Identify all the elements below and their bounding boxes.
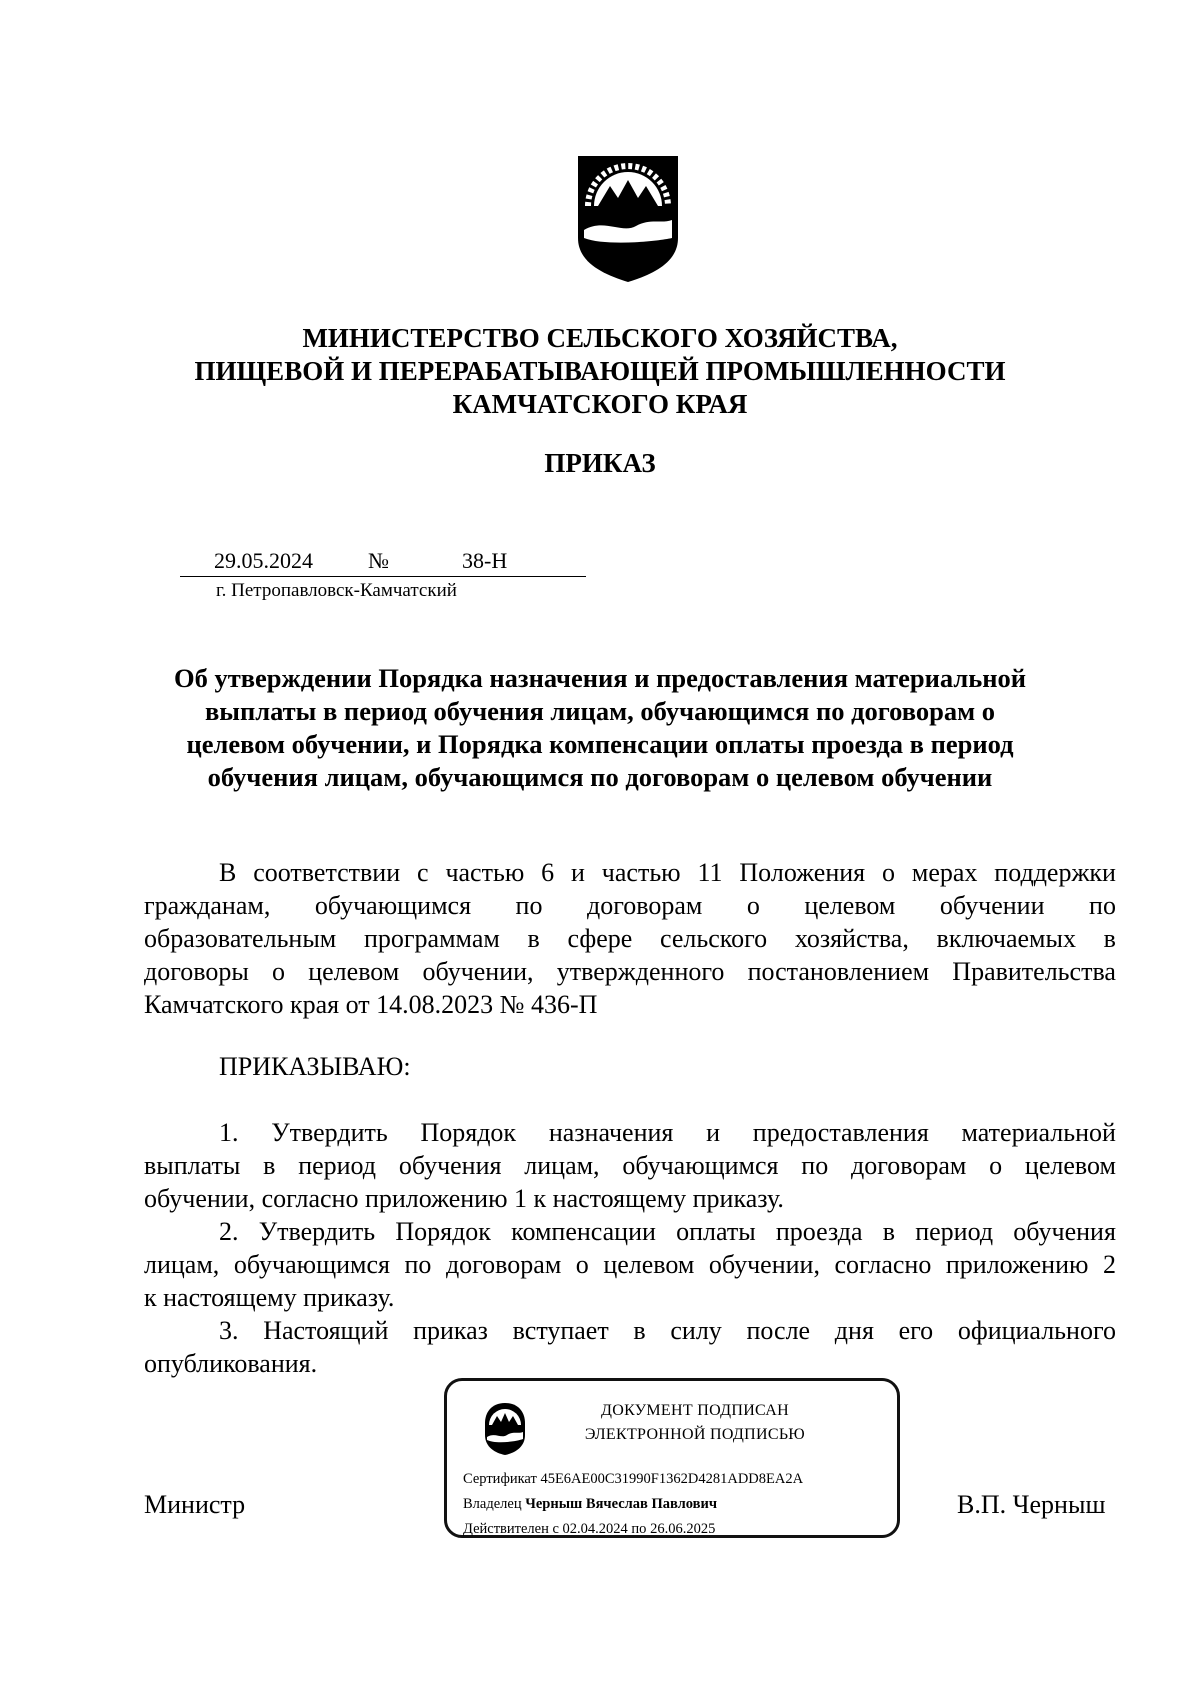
- organization-line: КАМЧАТСКОГО КРАЯ: [452, 389, 748, 419]
- word: целевом: [804, 891, 896, 920]
- word: согласно: [834, 1250, 932, 1279]
- coat-of-arms-icon: [574, 146, 682, 284]
- word: В: [219, 858, 237, 887]
- organization-line: ПИЩЕВОЙ И ПЕРЕРАБАТЫВАЮЩЕЙ ПРОМЫШЛЕННОСТИ: [194, 356, 1006, 386]
- justified-line: [144, 922, 1116, 955]
- word: постановлением: [747, 957, 930, 986]
- word: назначения: [548, 1118, 674, 1147]
- word: включаемых: [936, 924, 1076, 953]
- word: в: [882, 1217, 896, 1246]
- document-city: г. Петропавловск-Камчатский: [216, 580, 457, 601]
- word: по: [1089, 891, 1116, 920]
- stamp-coat-of-arms-icon: [481, 1401, 529, 1457]
- word: Положения: [739, 858, 866, 887]
- word: лицам,: [144, 1250, 220, 1279]
- justified-line: [144, 955, 1116, 988]
- owner-value: Черныш Вячеслав Павлович: [525, 1496, 718, 1512]
- order-items: [144, 1116, 1116, 1380]
- subject-line: обучения лицам, обучающимся по договорам о целевом обучении: [207, 762, 993, 792]
- word: о: [746, 891, 760, 920]
- word: после: [746, 1316, 811, 1345]
- word: обучающимся: [622, 1151, 779, 1180]
- document-date: 29.05.2024: [214, 548, 313, 573]
- word: сфере: [567, 924, 633, 953]
- item-3-line: [144, 1314, 1116, 1347]
- word: договоры: [144, 957, 249, 986]
- word: в: [527, 924, 540, 953]
- word: поддержки: [994, 858, 1116, 887]
- word: Утвердить: [258, 1217, 376, 1246]
- word: с: [417, 858, 429, 887]
- document-number: 38-Н: [462, 548, 508, 573]
- word: официального: [957, 1316, 1116, 1345]
- word: 2.: [219, 1217, 239, 1246]
- preamble-paragraph: [144, 856, 1116, 1021]
- number-sign: №: [368, 548, 389, 573]
- word: и: [571, 858, 585, 887]
- word: обучения: [398, 1151, 502, 1180]
- word: вступает: [512, 1316, 609, 1345]
- stamp-owner: [463, 1496, 717, 1513]
- word: целевом: [308, 957, 400, 986]
- subject-line: выплаты в период обучения лицам, обучающимся по договорам о: [204, 696, 996, 726]
- word: Правительства: [952, 957, 1116, 986]
- word: его: [898, 1316, 934, 1345]
- word: по: [404, 1250, 432, 1279]
- organization-line: МИНИСТЕРСТВО СЕЛЬСКОГО ХОЗЯЙСТВА,: [302, 323, 898, 353]
- justified-line: [144, 856, 1116, 889]
- word: приказ: [413, 1316, 488, 1345]
- item-3-line: опубликования.: [144, 1349, 318, 1378]
- word: мерах: [911, 858, 978, 887]
- item-1-line: [144, 1116, 1116, 1149]
- word: оплаты: [676, 1217, 756, 1246]
- word: в: [1103, 924, 1116, 953]
- word: хозяйства,: [794, 924, 909, 953]
- valid-to-value: 26.06.2025: [650, 1521, 716, 1537]
- word: частью: [445, 858, 525, 887]
- word: обучения: [1013, 1217, 1116, 1246]
- word: договорам: [586, 891, 703, 920]
- word: обучающимся: [233, 1250, 390, 1279]
- word: Порядок: [395, 1217, 491, 1246]
- word: Порядок: [420, 1118, 517, 1147]
- word: по: [515, 891, 543, 920]
- subject-line: целевом обучении, и Порядка компенсации оплаты проезда в период: [186, 729, 1014, 759]
- order-word-text: ПРИКАЗЫВАЮ:: [219, 1052, 411, 1081]
- certificate-label: Сертификат: [463, 1471, 537, 1487]
- word: материальной: [961, 1118, 1116, 1147]
- word: соответствии: [253, 858, 401, 887]
- word: обучении,: [708, 1250, 820, 1279]
- word: приложению: [945, 1250, 1089, 1279]
- electronic-signature-stamp: [444, 1378, 900, 1538]
- stamp-title-line: ЭЛЕКТРОННОЙ ПОДПИСЬЮ: [584, 1426, 806, 1443]
- word: программам: [363, 924, 500, 953]
- word: о: [575, 1250, 589, 1279]
- word: 6: [541, 858, 555, 887]
- item-1-line: [144, 1149, 1116, 1182]
- word: о: [989, 1151, 1003, 1180]
- word: лицам,: [524, 1151, 600, 1180]
- word: утвержденного: [556, 957, 725, 986]
- word: проезда: [775, 1217, 863, 1246]
- word: договорам: [851, 1151, 967, 1180]
- word: период: [298, 1151, 377, 1180]
- owner-label: Владелец: [463, 1496, 522, 1512]
- word: компенсации: [511, 1217, 656, 1246]
- item-2-line: [144, 1215, 1116, 1248]
- signatory-title: Министр: [144, 1490, 246, 1519]
- justified-line: [144, 889, 1116, 922]
- stamp-certificate: [463, 1471, 803, 1488]
- word: предоставления: [752, 1118, 929, 1147]
- document-subject: [120, 662, 1080, 794]
- subject-line: Об утверждении Порядка назначения и предоставления материальной: [173, 663, 1027, 693]
- word: о: [882, 858, 895, 887]
- word: целевом: [1024, 1151, 1116, 1180]
- word: образовательным: [144, 924, 337, 953]
- document-type: ПРИКАЗ: [544, 448, 656, 478]
- word: целевом: [603, 1250, 695, 1279]
- word: Настоящий: [263, 1316, 389, 1345]
- word: дня: [834, 1316, 874, 1345]
- word: в: [633, 1316, 646, 1345]
- stamp-title-line: ДОКУМЕНТ ПОДПИСАН: [601, 1402, 789, 1419]
- stamp-validity: [463, 1521, 715, 1538]
- item-1-line: обучении, согласно приложению 1 к настоящему приказу.: [144, 1184, 784, 1213]
- valid-from-value: 02.04.2024: [562, 1521, 628, 1537]
- date-number-line: [180, 548, 586, 577]
- word: обучающимся: [314, 891, 472, 920]
- word: 3.: [219, 1316, 239, 1345]
- word: обучении,: [422, 957, 534, 986]
- word: Утвердить: [271, 1118, 388, 1147]
- word: гражданам,: [144, 891, 271, 920]
- certificate-value: 45E6AE00C31990F1362D4281ADD8EA2A: [540, 1471, 804, 1487]
- organization-name: [100, 322, 1100, 421]
- word: частью: [601, 858, 681, 887]
- word: по: [801, 1151, 829, 1180]
- order-word: [144, 1050, 1116, 1083]
- word: силу: [670, 1316, 722, 1345]
- word: период: [915, 1217, 994, 1246]
- word: и: [706, 1118, 721, 1147]
- word: 11: [697, 858, 723, 887]
- word: сельского: [660, 924, 768, 953]
- stamp-title: [559, 1399, 831, 1447]
- valid-from-label: Действителен с: [463, 1521, 559, 1537]
- word: выплаты: [144, 1151, 241, 1180]
- word: о: [272, 957, 286, 986]
- valid-to-label: по: [631, 1521, 647, 1537]
- word: в: [263, 1151, 276, 1180]
- word: 2: [1102, 1250, 1116, 1279]
- word: обучении: [939, 891, 1045, 920]
- item-2-line: к настоящему приказу.: [144, 1283, 395, 1312]
- signatory-name: В.П. Черныш: [957, 1490, 1106, 1519]
- last-line: Камчатского края от 14.08.2023 № 436-П: [144, 990, 598, 1019]
- item-2-line: [144, 1248, 1116, 1281]
- word: 1.: [219, 1118, 239, 1147]
- word: договорам: [445, 1250, 562, 1279]
